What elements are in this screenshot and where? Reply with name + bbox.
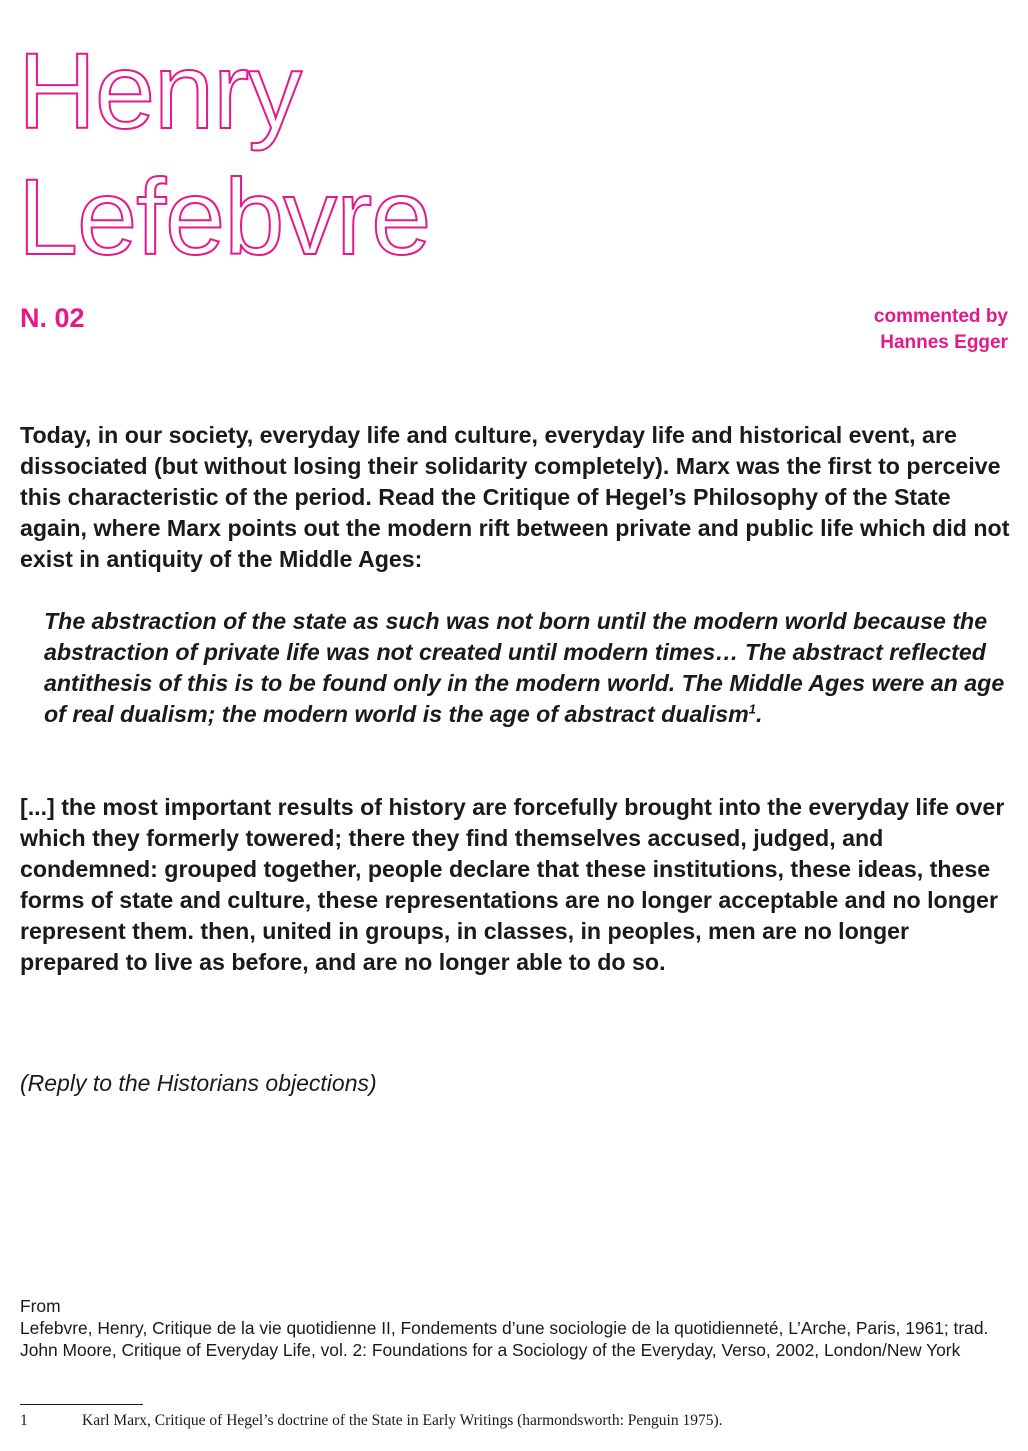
footnote-ref[interactable]: 1: [748, 701, 757, 717]
title-line-2: Lefebvre: [18, 156, 431, 277]
commented-label: commented by: [873, 306, 1008, 327]
footnote-text: Karl Marx, Critique of Hegel’s doctrine of the State in Early Writings (harmondsworth: Penguin 1975).: [82, 1412, 723, 1429]
intro-paragraph: Today, in our society, everyday life and culture, everyday life and historical event, are dissociated (but without losing their solidarity completely). Marx was the first to perceive this characteristic of the period. Read the Critique of Hegel’s Philosophy of the State again, where Marx points out the modern rift between private and public life which did not exist in antiquity of the Middle Ages:: [20, 422, 1010, 572]
quote-text: The abstraction of the state as such was not born until the modern world because the abstraction of private life was not created until modern times… The abstract reflected antithesis of this is to be found only in the modern world. The Middle Ages were an age of real dualism; the modern world is the age of abstract dualism: [44, 608, 1005, 727]
page-title: [18, 28, 430, 280]
source-citation: [20, 1295, 1010, 1361]
footnote-divider: [20, 1404, 143, 1405]
title-line-1: Henry: [18, 30, 302, 151]
reply-caption: (Reply to the Historians objections): [20, 1070, 377, 1096]
second-paragraph: [...] the most important results of history are forcefully brought into the everyday life over which they formerly towered; there they find themselves accused, judged, and condemned: grouped together, people declare that these institutions, these ideas, these forms of state and culture, these representations are no longer acceptable and no longer represent them. then, united in groups, in classes, in peoples, men are no longer prepared to live as before, and are no longer able to do so.: [20, 794, 1005, 975]
commenter-name: Hannes Egger: [880, 332, 1008, 353]
citation-text: Lefebvre, Henry, Critique de la vie quotidienne II, Fondements d’une sociologie de la quotidienneté, L’Arche, Paris, 1961; trad. John Moore, Critique of Everyday Life, vol. 2: Foundations for a Sociology of the Everyday, Verso, 2002, London/New York: [20, 1318, 989, 1360]
issue-number: N. 02: [20, 303, 85, 333]
source-label: From: [20, 1296, 61, 1316]
footnote-number: 1: [20, 1412, 28, 1429]
commented-by: [874, 304, 1008, 356]
footnote: [20, 1412, 723, 1430]
quote-end: .: [756, 701, 763, 727]
block-quote: [44, 606, 1014, 730]
